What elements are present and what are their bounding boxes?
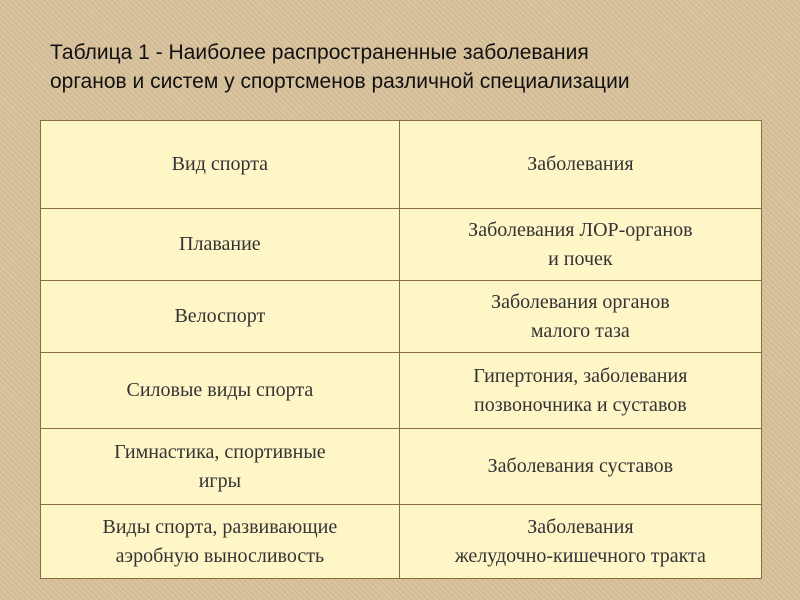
header-diseases: Заболевания	[399, 121, 761, 209]
title-line-2: органов и систем у спортсменов различной специализации	[50, 70, 630, 93]
table-row	[41, 429, 762, 505]
cell-diseases: Заболевания желудочно-кишечного тракта	[399, 505, 761, 579]
table-header-row	[41, 121, 762, 209]
table-row	[41, 353, 762, 429]
cell-sport: Плавание	[41, 209, 400, 281]
table-row	[41, 281, 762, 353]
cell-diseases: Заболевания суставов	[399, 429, 761, 505]
page-title	[50, 38, 770, 96]
diseases-table	[40, 120, 762, 579]
header-sport: Вид спорта	[41, 121, 400, 209]
table-row	[41, 209, 762, 281]
cell-diseases: Заболевания ЛОР-органов и почек	[399, 209, 761, 281]
cell-diseases: Гипертония, заболевания позвоночника и суставов	[399, 353, 761, 429]
table-row	[41, 505, 762, 579]
cell-sport: Силовые виды спорта	[41, 353, 400, 429]
title-line-1: Таблица 1 - Наиболее распространенные заболевания	[50, 41, 589, 64]
cell-sport: Гимнастика, спортивные игры	[41, 429, 400, 505]
cell-sport: Велоспорт	[41, 281, 400, 353]
cell-sport: Виды спорта, развивающие аэробную выносливость	[41, 505, 400, 579]
cell-diseases: Заболевания органов малого таза	[399, 281, 761, 353]
